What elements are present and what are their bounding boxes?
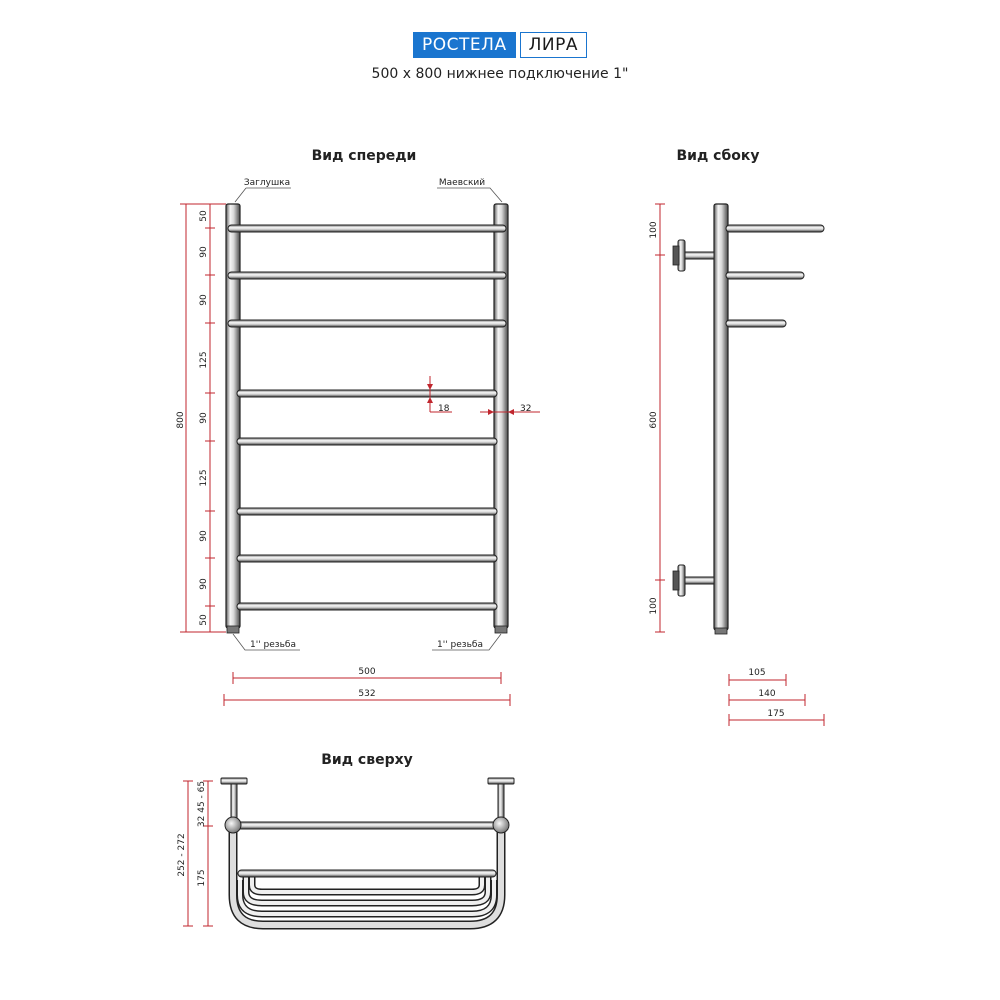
left-pipe (226, 204, 240, 628)
dim-side-top: 100 (649, 221, 659, 239)
wall-flange-left (221, 778, 247, 784)
thread-left-label: 1'' резьба (250, 640, 296, 650)
rung (237, 555, 497, 562)
rung (237, 390, 497, 397)
dim-spacing: 50 (199, 614, 209, 626)
dim-spacing: 125 (199, 351, 209, 369)
wall-bracket-bottom (684, 577, 714, 584)
plug-label: Заглушка (243, 178, 291, 188)
pipe-end-left (225, 817, 241, 833)
dim-depth: 140 (758, 689, 776, 699)
dim-side-middle: 600 (649, 411, 659, 429)
wall-flange-right (488, 778, 514, 784)
dim-depth: 175 (767, 709, 785, 719)
wall-bracket-top (684, 252, 714, 259)
plug-leader (235, 188, 291, 202)
product-subtitle: 500 х 800 нижнее подключение 1" (371, 66, 629, 82)
dim-spacing: 90 (199, 578, 209, 590)
top-view (177, 752, 514, 926)
mayevsky-label: Маевский (438, 178, 486, 188)
side-rung (726, 320, 786, 327)
dim-top-wall-gap: 32 45 - 65 (197, 780, 207, 828)
rung (237, 603, 497, 610)
brand-name: РОСТЕЛА (413, 32, 516, 58)
left-thread (227, 626, 239, 633)
side-view-title: Вид сбоку (676, 148, 760, 164)
dim-total-height: 800 (176, 411, 186, 429)
dim-total-width: 532 (358, 689, 376, 699)
rung (237, 438, 497, 445)
side-rung (726, 225, 824, 232)
side-pipe (714, 204, 728, 630)
side-view (649, 148, 824, 726)
dim-spacing: 90 (199, 412, 209, 424)
dim-top-total-depth: 252 - 272 (177, 833, 187, 877)
top-shelf-front-bar (238, 870, 496, 877)
model-name: ЛИРА (520, 32, 587, 58)
dim-center-width: 500 (358, 667, 376, 677)
side-rung (726, 272, 804, 279)
rung (228, 320, 506, 327)
pipe-end-right (493, 817, 509, 833)
rung (228, 272, 506, 279)
dim-spacing: 90 (199, 294, 209, 306)
rung (228, 225, 506, 232)
rung (237, 508, 497, 515)
dim-spacing: 125 (199, 469, 209, 487)
dim-top-shelf-depth: 175 (197, 869, 207, 887)
dim-spacing: 50 (199, 210, 209, 222)
top-back-bar (232, 822, 502, 829)
dim-bar-diameter: 18 (438, 404, 450, 414)
front-view-title: Вид спереди (311, 148, 417, 164)
front-view (176, 148, 540, 706)
right-thread (495, 626, 507, 633)
right-pipe (494, 204, 508, 628)
dim-side-bottom: 100 (649, 597, 659, 615)
dim-depth: 105 (748, 668, 766, 678)
dim-spacing: 90 (199, 530, 209, 542)
dim-spacing: 90 (199, 246, 209, 258)
top-view-title: Вид сверху (321, 752, 413, 768)
dim-pipe-diameter: 32 (520, 404, 532, 414)
mayevsky-leader (437, 188, 502, 202)
thread-right-label: 1'' резьба (437, 640, 483, 650)
